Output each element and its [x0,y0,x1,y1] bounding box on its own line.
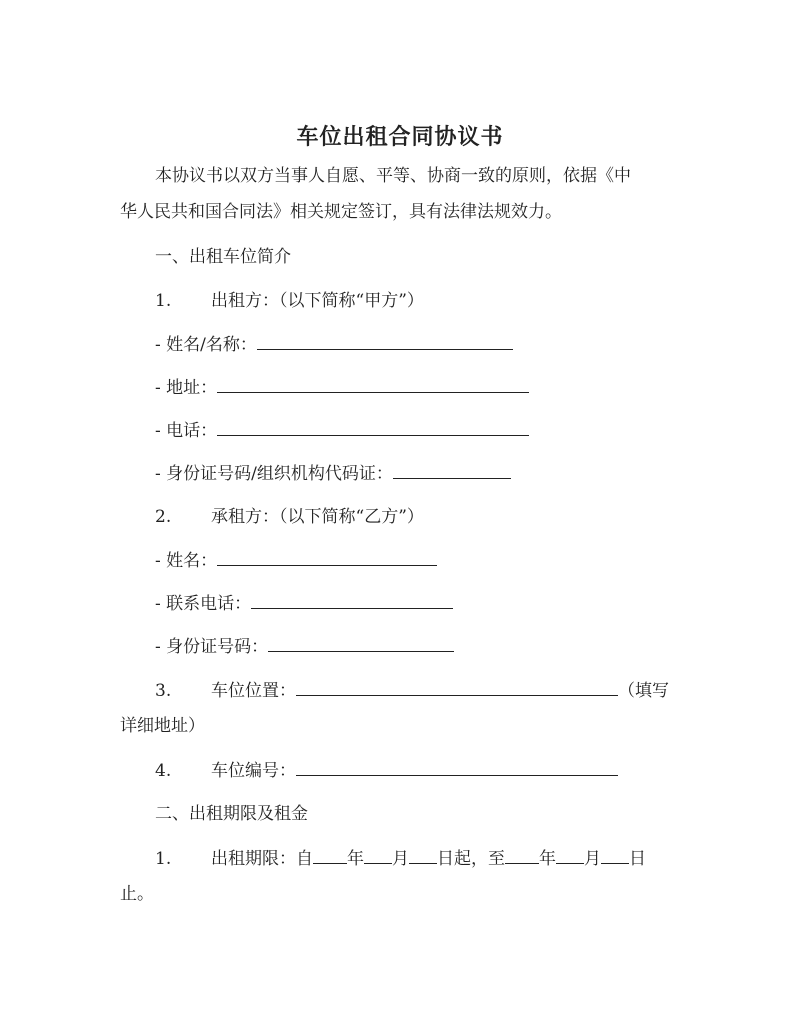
document-title: 车位出租合同协议书 [296,124,504,150]
start-month-blank[interactable] [364,846,392,864]
start-year-label: 年 [347,849,364,869]
end-month-label: 月 [584,849,601,869]
lessee-id-blank[interactable] [268,634,454,652]
lease-term-row [155,846,646,871]
lessor-id-label: - 身份证号码/组织机构代码证： [155,464,393,484]
lessor-heading [155,289,424,313]
lessee-heading [155,505,424,529]
start-month-label: 月 [392,849,409,869]
lessee-name-label: - 姓名： [155,551,218,571]
end-day-blank[interactable] [601,846,629,864]
lessee-contact-blank[interactable] [251,591,453,609]
start-day-label: 日起，至 [437,849,505,869]
lessor-name-blank[interactable] [257,332,513,350]
parking-number-label: 车位编号： [211,761,296,781]
end-year-blank[interactable] [505,846,539,864]
intro-line-1: 本协议书以双方当事人自愿、平等、协商一致的原则，依据《中 [155,166,631,186]
lessor-address-label: - 地址： [155,378,218,398]
parking-location-blank[interactable] [296,678,618,696]
lessor-id-blank[interactable] [393,461,511,479]
parking-location-continuation: 详细地址） [120,716,205,736]
lessee-id-label: - 身份证号码： [155,637,269,657]
start-day-blank[interactable] [409,846,437,864]
item-number: 1. [155,849,172,869]
item-number: 4. [155,761,172,781]
parking-number-blank[interactable] [296,758,618,776]
intro-line-2: 华人民共和国合同法》相关规定签订，具有法律法规效力。 [120,202,562,222]
lessee-label: 承租方：（以下简称“乙方”） [211,507,424,527]
parking-location-suffix: （填写 [618,681,669,701]
section-1-heading: 一、出租车位简介 [155,247,291,267]
lessor-name-row [155,332,513,357]
lease-term-label: 出租期限：自 [211,849,313,869]
lessor-address-blank[interactable] [217,375,529,393]
lessee-id-row [155,634,454,659]
lessor-phone-label: - 电话： [155,421,218,441]
start-year-blank[interactable] [313,846,347,864]
parking-location-row [155,678,669,703]
lessee-contact-label: - 联系电话： [155,594,252,614]
lessor-address-row [155,375,529,400]
end-day-label: 日 [629,849,646,869]
lessor-id-row [155,461,511,486]
lessor-phone-row [155,418,529,443]
lessor-phone-blank[interactable] [217,418,529,436]
lessee-contact-row [155,591,453,616]
item-number: 3. [155,681,172,701]
end-year-label: 年 [539,849,556,869]
lessee-name-blank[interactable] [217,548,437,566]
parking-location-label: 车位位置： [211,681,296,701]
lessor-name-label: - 姓名/名称： [155,335,257,355]
item-number: 2. [155,507,172,527]
lease-term-continuation: 止。 [120,884,154,904]
parking-number-row [155,758,618,783]
section-2-heading: 二、出租期限及租金 [155,804,308,824]
end-month-blank[interactable] [556,846,584,864]
lessee-name-row [155,548,437,573]
item-number: 1. [155,291,172,311]
lessor-label: 出租方：（以下简称“甲方”） [211,291,424,311]
